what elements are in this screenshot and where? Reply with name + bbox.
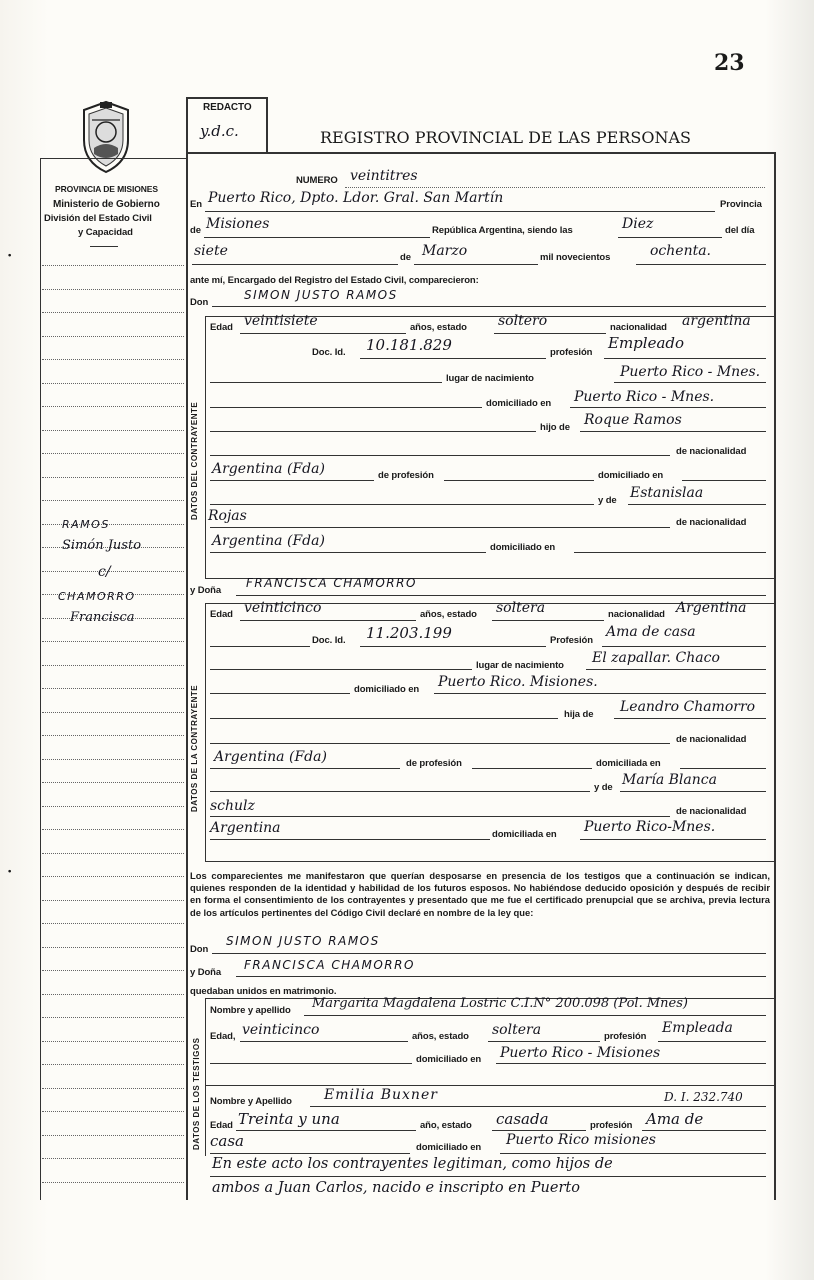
c2-domic-label: domiciliada en [596,758,661,769]
hora-value: Diez [622,216,654,232]
frame-top [186,152,776,154]
c2-edad-label: Edad [210,609,233,620]
c2-madre-value: María Blanca [622,772,717,788]
section-rule-v [205,316,206,578]
margin-note-3: c/ [98,564,111,580]
decl-don-label: Don [190,944,209,955]
margin-dotted-line [42,806,184,807]
rule [210,669,472,670]
t2-prof-label: profesión [590,1120,633,1131]
margin-dotted-line [42,923,184,924]
margin-dotted-line [42,430,184,431]
rule [240,333,406,334]
margin-dotted-line [42,406,184,407]
ministry-label: Ministerio de Gobierno [53,199,160,210]
t2-nombre-value: Emilia Buxner [324,1087,438,1103]
margin-note-1: RAMOS [62,518,110,531]
declaration-paragraph: Los comparecientes me manifestaron que querían desposarse en presencia de los testigos que a continuación se indican, quienes responden de la identidad y habilidad de los futuros esposos. No habiéndose deducido oposición y después de recibir en forma el consentimiento de los contrayentes y presentado que me fue el certificado prenupcial que se archiva, previa lectura de los artículos pertinentes del Código Civil declaré en nombre de la ley que: [190,870,770,918]
t1-domic-label: domiciliado en [416,1054,482,1065]
rule [570,407,766,408]
rule [205,211,715,212]
margin-dotted-line [42,1111,184,1112]
c2-lugar-label: lugar de nacimiento [476,660,564,671]
left-col-top [40,158,186,159]
rule [210,646,310,647]
c1-edad-label: Edad [210,322,233,333]
c1-domicilio-value: Puerto Rico - Mnes. [574,389,715,405]
rule [444,480,594,481]
c1-nacionalidad-value: argentina [682,313,751,329]
c2-de-nac-label-2: de nacionalidad [676,806,747,817]
margin-dotted-line [42,1135,184,1136]
c1-lugar-value: Puerto Rico - Mnes. [620,364,761,380]
rule [636,264,766,265]
t1-nombre-value: Margarita Magdalena Lostric C.I.N° 200.098 (Pol. Mnes) [312,996,688,1011]
note-line-1: En este acto los contrayentes legitiman, como hijos de [212,1156,613,1172]
rule [210,407,482,408]
c1-madre-value: Estanislaa [630,485,704,501]
c1-madre-nac-value: Argentina (Fda) [212,533,325,549]
redacto-box-right [266,97,268,152]
provincia-label: Provincia [720,199,762,210]
margin-dotted-line [42,1064,184,1065]
t1-domic-value: Puerto Rico - Misiones [500,1045,661,1061]
c1-padre-nac-value: Argentina (Fda) [212,461,325,477]
rule [210,552,486,553]
t2-nombre-label: Nombre y Apellido [210,1096,292,1107]
c2-domic-label-2: domiciliada en [492,829,557,840]
rule [210,743,670,744]
t2-domic-label: domiciliado en [416,1142,482,1153]
c1-de-nac-label: de nacionalidad [676,446,747,457]
rule [472,768,592,769]
de-value: Misiones [206,216,270,232]
c1-padre-value: Roque Ramos [584,412,682,428]
rule [620,791,766,792]
margin-dotted-line [42,665,184,666]
rule [210,816,670,817]
dia-value: siete [194,243,228,259]
provincial-seal-icon [80,100,132,174]
don-value: SIMON JUSTO RAMOS [244,288,398,302]
margin-dotted-line [42,477,184,478]
numero-value: veintitres [350,168,418,184]
rule [614,718,766,719]
c2-doc-value: 11.203.199 [366,624,452,642]
c2-edad-value: veinticinco [244,600,322,616]
redacto-box-top [186,97,266,99]
c2-profesion-label: Profesión [550,635,593,646]
c2-de-nac-label: de nacionalidad [676,734,747,745]
rule [210,431,536,432]
rule [602,646,766,647]
ante-text: ante mí, Encargado del Registro del Estado Civil, comparecieron: [190,275,479,286]
rule [500,1153,766,1154]
del-dia-label: del día [725,225,755,236]
margin-dotted-line [42,829,184,830]
c2-hija-label: hija de [564,709,594,720]
section-rule-v [205,603,206,861]
margin-note-4: CHAMORRO [58,590,136,603]
t1-anos-label: años, estado [412,1031,469,1042]
c1-lugar-label: lugar de nacimiento [446,373,534,384]
rule [210,480,374,481]
rule [210,839,490,840]
y-dona-label: y Doña [190,585,222,596]
frame-left [186,97,188,1200]
rule [360,646,546,647]
rule [618,237,722,238]
rule [345,187,765,188]
dona-value: FRANCISCA CHAMORRO [246,576,417,590]
anio-value: ochenta. [650,243,712,259]
decl-dona-value: FRANCISCA CHAMORRO [244,958,415,972]
c1-domicilio-label: domiciliado en [486,398,552,409]
c2-doc-label: Doc. Id. [312,635,346,646]
division-label-2: y Capacidad [78,227,133,238]
rule [492,1130,586,1131]
c1-doc-label: Doc. Id. [312,347,346,358]
left-rule [90,246,118,247]
en-label: En [190,199,202,210]
margin-dotted-line [42,1041,184,1042]
rule [614,382,766,383]
c1-y-de-label: y de [598,495,617,506]
contrayente-2-section-label: DATOS DE LA CONTRAYENTE [190,684,199,812]
margin-dotted-line [42,289,184,290]
c2-domicilio-label: domiciliado en [354,684,420,695]
mes-value: Marzo [422,243,468,259]
rule [210,504,594,505]
rule [494,333,606,334]
rule [580,839,766,840]
section-rule-v [205,998,206,1156]
numero-label: NUMERO [296,175,338,186]
c1-domic-label-2: domiciliado en [490,542,556,553]
rule [212,953,766,954]
registry-title: REGISTRO PROVINCIAL DE LAS PERSONAS [320,128,691,147]
margin-dotted-line [42,876,184,877]
c1-anos-label: años, estado [410,322,467,333]
margin-dotted-line [42,312,184,313]
margin-dotted-line [42,1017,184,1018]
en-value: Puerto Rico, Dpto. Ldor. Gral. San Martín [208,190,504,206]
margin-mark-2: • [8,866,12,877]
rule [310,1106,766,1107]
c2-madre-cont-value: schulz [210,798,255,814]
de-label: de [190,225,201,236]
rule [414,264,538,265]
t1-edad-value: veinticinco [242,1022,320,1038]
margin-dotted-line [42,453,184,454]
margin-dotted-line [42,735,184,736]
rule [360,358,546,359]
rule [212,306,766,307]
t1-prof-label: profesión [604,1031,647,1042]
margin-dotted-line [42,994,184,995]
c2-padre-nac-value: Argentina (Fda) [214,749,327,765]
margin-dotted-line [42,571,184,572]
rule [210,455,670,456]
rule [240,1041,408,1042]
c1-de-prof-label: de profesión [378,470,434,481]
contrayente-1-section-label: DATOS DEL CONTRAYENTE [190,401,199,520]
mil-label: mil novecientos [540,252,611,263]
rule [210,768,400,769]
c1-madre-cont-value: Rojas [208,508,247,524]
c1-edad-value: veintisiete [244,313,318,329]
margin-dotted-line [42,688,184,689]
rule [240,620,416,621]
rule [236,976,766,977]
rule [210,791,590,792]
left-col-edge [40,158,41,1200]
rule [210,527,670,528]
margin-dotted-line [42,712,184,713]
t2-prof-cont: casa [210,1132,244,1150]
section-rule [205,1085,774,1086]
rule [680,768,766,769]
rule [210,382,442,383]
margin-dotted-line [42,383,184,384]
c2-de-prof-label: de profesión [406,758,462,769]
c2-estado-value: soltera [496,600,546,616]
c2-padre-value: Leandro Chamorro [620,699,756,715]
de2-label: de [400,252,411,263]
c1-doc-value: 10.181.829 [366,336,452,354]
t2-estado-value: casada [496,1110,549,1128]
c2-domicilio-value: Puerto Rico. Misiones. [438,674,598,690]
margin-note-2: Simón Justo [62,538,142,553]
rule [204,237,430,238]
rule [682,480,766,481]
margin-dotted-line [42,970,184,971]
c1-nacionalidad-label: nacionalidad [610,322,667,333]
c1-domic-label: domiciliado en [598,470,664,481]
margin-dotted-line [42,1088,184,1089]
t2-edad-label: Edad [210,1120,233,1131]
rule [658,1041,766,1042]
t1-estado-value: soltera [492,1022,542,1038]
testigos-section-label: DATOS DE LOS TESTIGOS [192,1037,201,1150]
t2-anos-label: año, estado [420,1120,472,1131]
rule [210,1153,410,1154]
t2-edad-value: Treinta y una [238,1110,340,1128]
c2-nacionalidad-value: Argentina [676,600,747,616]
province-label: PROVINCIA DE MISIONES [55,184,158,194]
rule [236,1130,416,1131]
margin-dotted-line [42,947,184,948]
t1-nombre-label: Nombre y apellido [210,1005,291,1016]
margin-dotted-line [42,359,184,360]
rule [580,431,766,432]
rule [210,1176,766,1177]
c1-profesion-value: Empleado [608,334,685,352]
rule [492,620,604,621]
redacto-value: y.d.c. [200,122,239,140]
rule [210,718,558,719]
c1-profesion-label: profesión [550,347,593,358]
c2-anos-label: años, estado [420,609,477,620]
margin-dotted-line [42,900,184,901]
republica-label: República Argentina, siendo las [432,225,573,236]
t1-edad-label: Edad, [210,1031,236,1042]
margin-dotted-line [42,265,184,266]
don-label: Don [190,297,209,308]
margin-dotted-line [42,853,184,854]
decl-dona-label: y Doña [190,967,222,978]
c1-estado-value: soltero [498,313,548,329]
rule [210,693,350,694]
margin-dotted-line [42,1182,184,1183]
rule [628,504,766,505]
margin-mark-1: • [8,250,12,261]
c2-profesion-value: Ama de casa [606,624,696,640]
margin-dotted-line [42,641,184,642]
margin-dotted-line [42,759,184,760]
rule [496,1063,766,1064]
margin-dotted-line [42,782,184,783]
rule [574,552,766,553]
t2-domic-value: Puerto Rico misiones [506,1132,656,1148]
c2-y-de-label: y de [594,782,613,793]
rule [586,669,766,670]
rule [434,693,766,694]
margin-dotted-line [42,1158,184,1159]
rule [236,595,766,596]
rule [488,1041,600,1042]
decl-don-value: SIMON JUSTO RAMOS [226,934,380,948]
margin-note-5: Francisca [70,610,135,625]
margin-dotted-line [42,336,184,337]
t2-doc-value: D. I. 232.740 [664,1090,743,1104]
redacto-label: REDACTO [203,102,252,113]
c2-madre-nac-value: Argentina [210,820,281,836]
c2-madre-domic-value: Puerto Rico-Mnes. [584,819,716,835]
rule [604,358,766,359]
rule [642,1130,766,1131]
margin-dotted-line [42,500,184,501]
t1-prof-value: Empleada [662,1020,733,1036]
note-line-2: ambos a Juan Carlos, nacido e inscripto en Puerto [212,1180,580,1196]
t2-prof-value: Ama de [646,1110,704,1128]
section-rule [205,861,774,862]
quedaban-text: quedaban unidos en matrimonio. [190,986,337,997]
division-label-1: División del Estado Civil [44,213,152,224]
rule [192,264,398,265]
rule [210,1063,412,1064]
c1-de-nac-label-2: de nacionalidad [676,517,747,528]
c1-hijo-label: hijo de [540,422,570,433]
page-number: 23 [714,50,745,76]
c2-nacionalidad-label: nacionalidad [608,609,665,620]
frame-right [774,152,776,1200]
c2-lugar-value: El zapallar. Chaco [592,650,720,666]
rule [304,1015,766,1016]
